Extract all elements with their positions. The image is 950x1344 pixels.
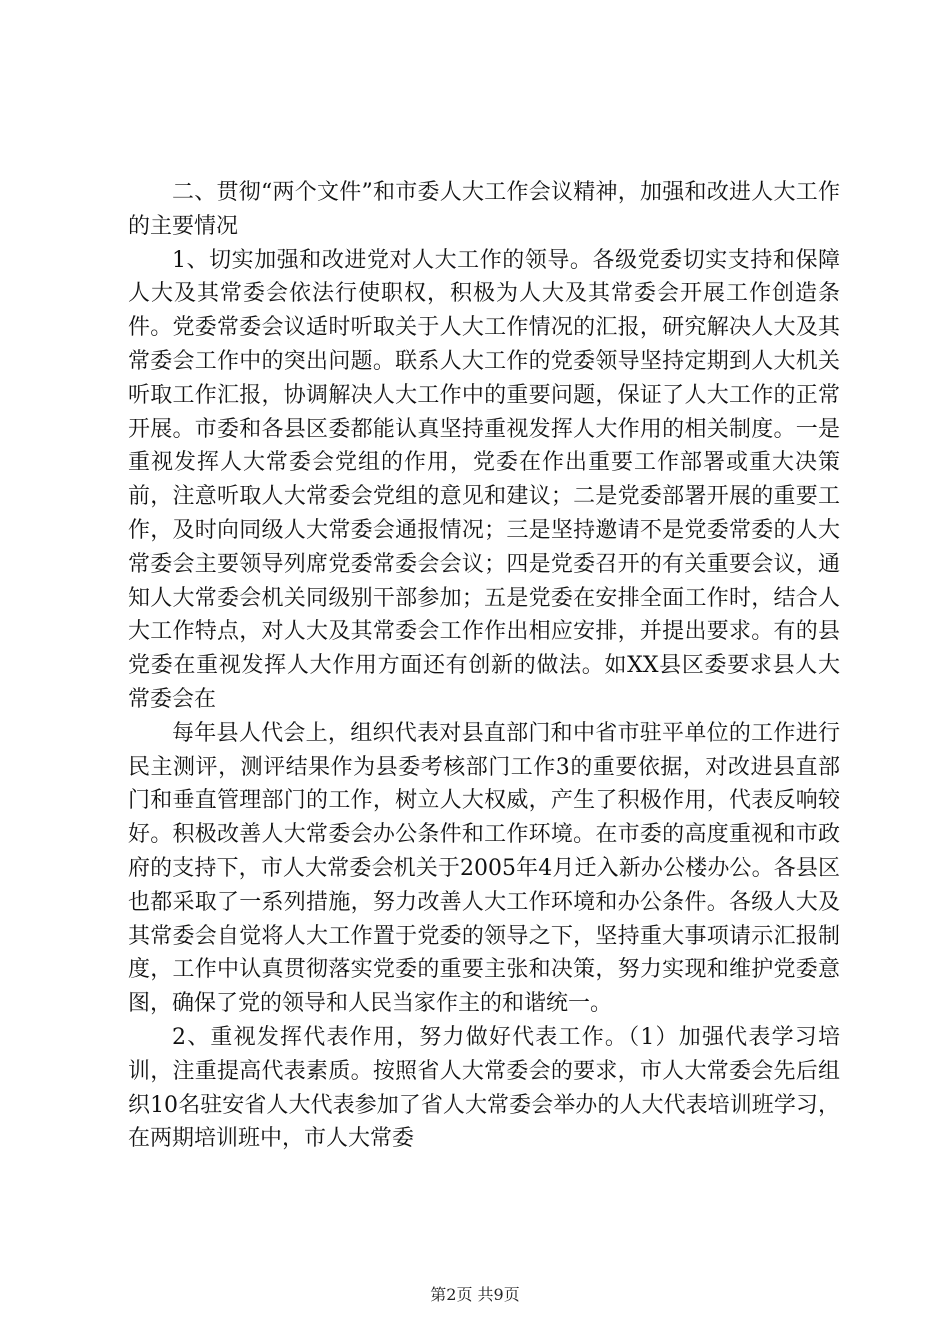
page-number-footer: 第2页 共9页	[430, 1285, 520, 1304]
body-paragraph: 2、重视发挥代表作用，努力做好代表工作。（1）加强代表学习培训，注重提高代表素质。按照省人大常委会的要求，市人大常委会先后组织10名驻安省人大代表参加了省人大常委会举办的人大代表培训班学习，在两期培训班中，市人大常委	[128, 1024, 840, 1152]
section-heading-paragraph: 二、贯彻“两个文件”和市委人大工作会议精神，加强和改进人大工作的主要情况	[128, 180, 840, 239]
body-paragraph: 1、切实加强和改进党对人大工作的领导。各级党委切实支持和保障人大及其常委会依法行使职权，积极为人大及其常委会开展工作创造条件。党委常委会议适时听取关于人大工作情况的汇报，研究解决人大及其常委会工作中的突出问题。联系人大工作的党委领导坚持定期到人大机关听取工作汇报，协调解决人大工作中的重要问题，保证了人大工作的正常开展。市委和各县区委都能认真坚持重视发挥人大作用的相关制度。一是重视发挥人大常委会党组的作用，党委在作出重要工作部署或重大决策前，注意听取人大常委会党组的意见和建议；二是党委部署开展的重要工作，及时向同级人大常委会通报情况；三是坚持邀请不是党委常委的人大常委会主要领导列席党委常委会会议；四是党委召开的有关重要会议，通知人大常委会机关同级别干部参加；五是党委在安排全面工作时，结合人大工作特点，对人大及其常委会工作作出相应安排，并提出要求。有的县党委在重视发挥人大作用方面还有创新的做法。如XX县区委要求县人大常委会在	[128, 247, 840, 712]
document-body	[128, 176, 840, 1156]
body-paragraph: 每年县人代会上，组织代表对县直部门和中省市驻平单位的工作进行民主测评，测评结果作为县委考核部门工作3的重要依据，对改进县直部门和垂直管理部门的工作，树立人大权威，产生了积极作用，代表反响较好。积极改善人大常委会办公条件和工作环境。在市委的高度重视和市政府的支持下，市人大常委会机关于2005年4月迁入新办公楼办公。各县区也都采取了一系列措施，努力改善人大工作环境和办公条件。各级人大及其常委会自觉将人大工作置于党委的领导之下，坚持重大事项请示汇报制度，工作中认真贯彻落实党委的重要主张和决策，努力实现和维护党委意图，确保了党的领导和人民当家作主的和谐统一。	[128, 720, 840, 1017]
